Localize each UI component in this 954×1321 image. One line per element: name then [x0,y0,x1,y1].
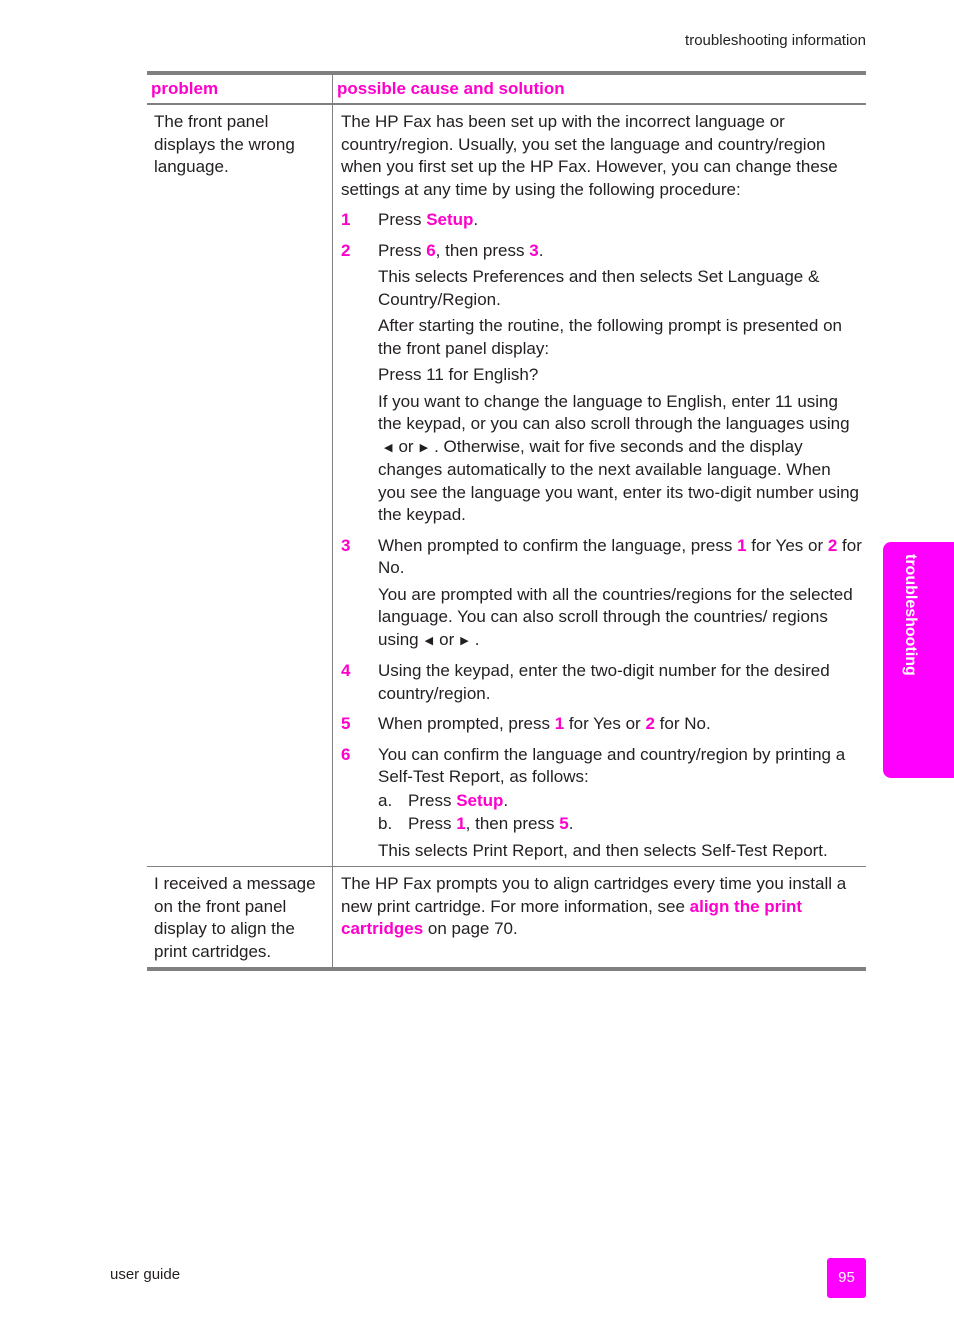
step-3 [341,535,862,653]
key-2: 2 [645,714,655,733]
note-text: You are prompted with all the countries/regions for the selected language. You can also scroll through the countries/ regions using [378,584,853,649]
troubleshooting-table [147,71,866,971]
problem-cell: I received a message on the front panel display to align the print cartridges. [147,867,333,967]
step-note [378,391,862,527]
substep-pre: Press [408,790,457,810]
step-line [378,240,862,263]
step-text: When prompted to confirm the language, press [378,535,738,555]
key-3: 3 [529,240,539,260]
substep-letter: b. [378,814,393,833]
step-body [378,240,862,527]
substep-post: . [503,790,509,810]
step-text: for No. [654,714,711,733]
step-number: 2 [341,240,351,260]
left-arrow-icon: ◀ [384,441,393,454]
substep-pre: Press [408,814,457,833]
solution-text: The HP Fax prompts you to align cartridges every time you install a new print cartridge. For more information, see [341,874,847,916]
step-6 [341,744,862,863]
setup-key: Setup [426,210,474,229]
table-header [147,71,866,105]
running-header: troubleshooting information [685,32,866,49]
substep-letter: a. [378,790,393,810]
table-row [147,105,866,866]
header-solution: possible cause and solution [337,79,565,98]
step-line [378,535,862,580]
table-row [147,866,866,971]
note-text: . [474,629,480,649]
solution-text: on page 70. [423,919,518,938]
step-text: for Yes or [564,714,646,733]
key-1: 1 [554,714,565,733]
step-text: . [538,240,544,260]
step-text: . [473,210,479,229]
step-4 [341,660,862,705]
key-5: 5 [559,814,569,833]
step-body [378,535,862,653]
step-number: 5 [341,714,351,733]
step-5 [341,713,862,736]
substep-text [408,790,508,813]
or-text: or [439,629,455,649]
key-1: 1 [456,814,466,833]
header-problem: problem [147,75,333,103]
step-text: for No. [378,535,862,577]
key-1: 1 [737,535,747,555]
page-number: 95 [827,1258,866,1298]
step-note: This selects Print Report, and then selects Self-Test Report. [378,840,828,860]
solution-intro: The HP Fax has been set up with the incorrect language or country/region. Usually, you set the language and country/region when you first set up the HP Fax. However, you can change these settings at any time by using the following procedure: [341,112,838,199]
step-body [378,209,862,232]
step-body [378,713,862,736]
substep-mid: , then press [465,814,560,833]
footer-title: user guide [110,1266,181,1283]
display-prompt: Press 11 for English? [378,365,539,384]
step-1 [341,209,862,232]
right-arrow-icon: ▶ [419,441,429,454]
solution-cell [333,105,866,866]
substep-text [408,813,573,836]
solution-cell [333,867,866,967]
step-number: 3 [341,535,351,555]
step-text: Press [378,210,427,229]
substep-b [378,813,862,836]
step-number: 1 [341,210,351,229]
step-number: 6 [341,744,351,764]
step-text: for Yes or [746,535,828,555]
problem-cell: The front panel displays the wrong language. [147,105,333,866]
setup-key: Setup [456,790,504,810]
key-2: 2 [827,535,838,555]
step-text: Using the keypad, enter the two-digit number for the desired country/region. [378,661,830,703]
right-arrow-icon: ▶ [460,634,469,647]
substep-post: . [568,814,574,833]
key-6: 6 [426,240,436,260]
step-note [378,584,862,653]
or-text: or [398,436,414,456]
step-text: You can confirm the language and country/region by printing a Self-Test Report, as follows: [378,744,846,786]
step-text: Press [378,240,427,260]
step-body [378,744,862,863]
step-number: 4 [341,661,351,680]
step-text: When prompted, press [378,714,555,733]
left-arrow-icon: ◀ [424,634,434,647]
align-cartridges-link[interactable]: align the print cartridges [341,896,803,938]
step-note: This selects Preferences and then selects Set Language & Country/Region. [378,267,820,309]
note-text: If you want to change the language to English, enter 11 using the keypad, or you can also scroll through the languages using [378,391,850,433]
step-note: After starting the routine, the following prompt is presented on the front panel display: [378,316,842,358]
section-tab-label: troubleshooting [902,554,919,676]
step-2 [341,240,862,527]
note-text: . Otherwise, wait for five seconds and the display changes automatically to the next available language. When you see the language you want, enter its two-digit number using the keypad. [378,436,860,524]
step-text: , then press [435,240,530,260]
substep-a [378,790,862,813]
section-tab [883,542,954,778]
